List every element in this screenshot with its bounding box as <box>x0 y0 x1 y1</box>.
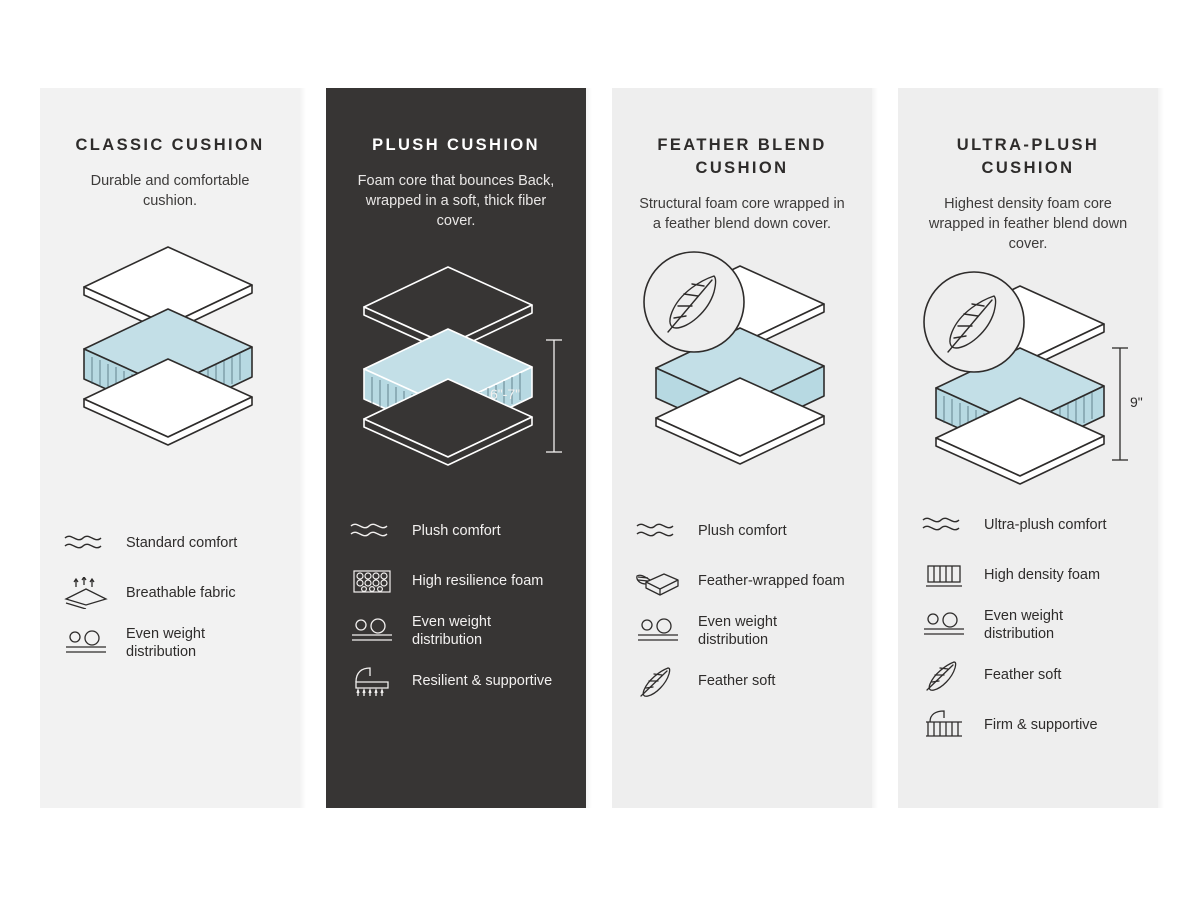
list-item <box>632 556 852 606</box>
cushion-illustration-classic <box>40 229 300 469</box>
wave-icon <box>60 525 112 561</box>
cushion-card-ultra-plush[interactable] <box>898 88 1158 808</box>
list-item <box>632 506 852 556</box>
feather-wrapped-foam-icon <box>632 563 684 599</box>
firm-supportive-icon <box>918 707 970 743</box>
wave-icon <box>346 513 398 549</box>
dimension-marker-ultra-plush <box>1094 344 1154 464</box>
list-item <box>918 500 1138 550</box>
list-item-label: Ultra-plush comfort <box>984 517 1107 533</box>
feature-list-plush <box>326 506 586 706</box>
list-item-label: Breathable fabric <box>126 585 236 601</box>
card-subtitle: Durable and comfortable cushion. <box>90 173 250 209</box>
list-item <box>918 600 1138 650</box>
list-item-label: Plush comfort <box>412 523 501 539</box>
feature-list-feather-blend <box>612 506 872 706</box>
wave-icon <box>632 513 684 549</box>
list-item-label: Plush comfort <box>698 523 787 539</box>
supportive-seat-icon <box>346 663 398 699</box>
list-item <box>60 568 280 618</box>
weight-distribution-icon <box>918 607 970 643</box>
list-item-label: Resilient & supportive <box>412 673 553 689</box>
card-subtitle: Foam core that bounces Back, wrapped in a soft, thick fiber cover. <box>357 173 555 229</box>
list-item-label: Even weight distribution <box>126 626 205 660</box>
list-item <box>918 550 1138 600</box>
dimension-marker-plush <box>490 336 584 456</box>
weight-distribution-icon <box>632 613 684 649</box>
feather-icon <box>632 663 684 699</box>
breathable-fabric-icon <box>60 575 112 611</box>
list-item-label: Firm & supportive <box>984 717 1098 733</box>
list-item-label: Feather soft <box>984 667 1062 683</box>
list-item-label: Even weight distribution <box>698 614 777 648</box>
list-item-label: Feather-wrapped foam <box>698 573 845 589</box>
list-item <box>60 518 280 568</box>
feature-list-ultra-plush <box>898 500 1158 750</box>
dimension-label: 9" <box>1130 394 1143 410</box>
cushion-cards-row <box>40 88 1160 808</box>
card-edge-shadow <box>586 88 592 808</box>
feather-icon <box>918 657 970 693</box>
list-item <box>918 700 1138 750</box>
list-item-label: Standard comfort <box>126 535 238 551</box>
page-title: CLASSIC CUSHION <box>75 136 265 154</box>
cushion-illustration-feather-blend <box>612 240 872 480</box>
cushion-card-feather-blend[interactable] <box>612 88 872 808</box>
list-item <box>60 618 280 668</box>
high-density-foam-icon <box>918 557 970 593</box>
cushion-card-plush[interactable] <box>326 88 586 808</box>
wave-icon <box>918 507 970 543</box>
list-item <box>346 506 566 556</box>
weight-distribution-icon <box>346 613 398 649</box>
list-item <box>632 656 852 706</box>
list-item <box>918 650 1138 700</box>
list-item-label: High density foam <box>984 567 1101 583</box>
page-title: PLUSH CUSHION <box>372 136 540 154</box>
weight-distribution-icon <box>60 625 112 661</box>
list-item-label: Even weight distribution <box>412 614 491 648</box>
list-item-label: High resilience foam <box>412 573 544 589</box>
page-title: ULTRA-PLUSH CUSHION <box>956 136 1100 177</box>
page-title: FEATHER BLEND CUSHION <box>657 136 827 177</box>
card-edge-shadow <box>1158 88 1164 808</box>
list-item-label: Even weight distribution <box>984 608 1063 642</box>
list-item <box>346 606 566 656</box>
list-item <box>346 656 566 706</box>
list-item <box>346 556 566 606</box>
cushion-card-classic[interactable] <box>40 88 300 808</box>
card-subtitle: Structural foam core wrapped in a feather blend down cover. <box>639 196 845 232</box>
card-edge-shadow <box>300 88 306 808</box>
feature-list-classic <box>40 518 300 668</box>
resilience-foam-icon <box>346 563 398 599</box>
list-item-label: Feather soft <box>698 673 776 689</box>
card-edge-shadow <box>872 88 878 808</box>
dimension-label: 6"-7" <box>490 386 521 402</box>
card-subtitle: Highest density foam core wrapped in feather blend down cover. <box>928 196 1128 252</box>
list-item <box>632 606 852 656</box>
